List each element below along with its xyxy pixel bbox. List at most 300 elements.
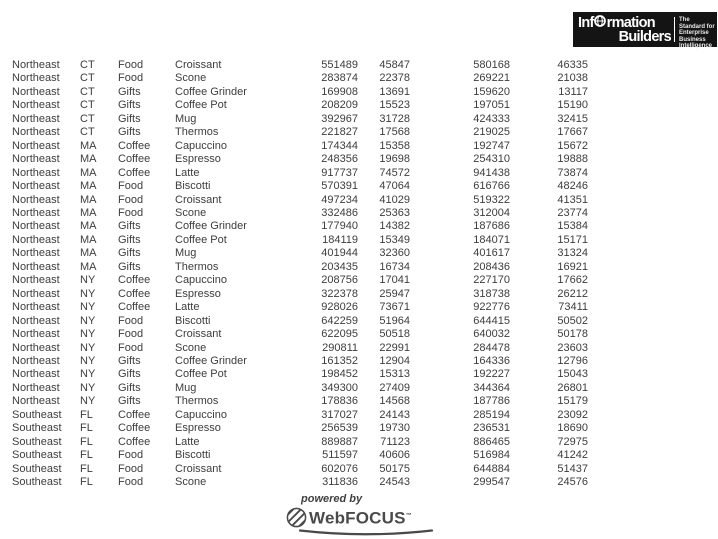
table-cell: MA xyxy=(80,166,97,179)
report-table xyxy=(12,59,588,490)
table-cell: 169908 xyxy=(321,85,358,98)
table-cell: Northeast xyxy=(12,274,60,287)
table-row xyxy=(12,207,588,220)
table-cell: Gifts xyxy=(118,126,141,139)
tagline-line-1: The Standard for xyxy=(679,17,715,30)
table-cell: 203435 xyxy=(321,260,358,273)
table-row xyxy=(12,261,588,274)
table-cell: 208436 xyxy=(473,260,510,273)
table-row xyxy=(12,436,588,449)
webfocus-swirl-icon xyxy=(286,507,307,528)
table-cell: Northeast xyxy=(12,59,60,71)
table-cell: Northeast xyxy=(12,301,60,314)
table-cell: 12796 xyxy=(557,354,588,367)
table-cell: 644884 xyxy=(473,462,510,475)
table-cell: 23603 xyxy=(557,341,588,354)
table-cell: Latte xyxy=(175,166,200,179)
globe-icon xyxy=(594,15,606,30)
table-cell: 219025 xyxy=(473,126,510,139)
table-cell: 16734 xyxy=(379,260,410,273)
table-cell: MA xyxy=(80,220,97,233)
table-cell: Biscotti xyxy=(175,449,211,462)
table-cell: NY xyxy=(80,354,96,367)
table-cell: Food xyxy=(118,341,144,354)
table-cell: 15384 xyxy=(557,220,588,233)
table-cell: 928026 xyxy=(321,301,358,314)
table-cell: 269221 xyxy=(473,72,510,85)
table-cell: 192747 xyxy=(473,139,510,152)
table-cell: 50178 xyxy=(557,328,588,341)
table-cell: 602076 xyxy=(321,462,358,475)
table-cell: Coffee Grinder xyxy=(175,85,247,98)
table-row xyxy=(12,409,588,422)
table-cell: Gifts xyxy=(118,247,141,260)
webfocus-product-name: WebFOCUS xyxy=(309,508,406,528)
table-cell: 24143 xyxy=(379,408,410,421)
table-cell: CT xyxy=(80,112,95,125)
table-cell: 46335 xyxy=(557,59,588,71)
table-cell: 19730 xyxy=(379,422,410,435)
table-cell: Southeast xyxy=(12,476,62,489)
table-cell: 283874 xyxy=(321,72,358,85)
table-cell: Croissant xyxy=(175,193,222,206)
table-cell: 15349 xyxy=(379,233,410,246)
table-cell: 73874 xyxy=(557,166,588,179)
table-cell: MA xyxy=(80,247,97,260)
table-cell: Northeast xyxy=(12,341,60,354)
table-cell: 13117 xyxy=(558,85,588,98)
table-cell: 256539 xyxy=(321,422,358,435)
table-cell: 41351 xyxy=(557,193,588,206)
brand-name-block xyxy=(573,12,674,47)
table-cell: 14568 xyxy=(379,395,410,408)
table-cell: 299547 xyxy=(473,476,510,489)
table-cell: 159620 xyxy=(473,85,510,98)
table-cell: 17041 xyxy=(379,274,410,287)
table-cell: 51964 xyxy=(379,314,410,327)
table-cell: 922776 xyxy=(473,301,510,314)
table-cell: 71123 xyxy=(380,435,410,448)
table-cell: 886465 xyxy=(473,435,510,448)
table-cell: Northeast xyxy=(12,368,60,381)
table-cell: 184071 xyxy=(473,233,510,246)
table-cell: 174344 xyxy=(321,139,358,152)
table-cell: CT xyxy=(80,99,95,112)
table-cell: MA xyxy=(80,139,97,152)
table-cell: Thermos xyxy=(175,395,219,408)
table-cell: Coffee xyxy=(118,153,151,166)
table-cell: FL xyxy=(80,422,93,435)
table-cell: Southeast xyxy=(12,462,62,475)
table-cell: 45847 xyxy=(379,59,410,71)
table-cell: 161352 xyxy=(321,354,358,367)
table-cell: 227170 xyxy=(473,274,510,287)
table-cell: FL xyxy=(80,435,93,448)
table-cell: 317027 xyxy=(321,408,358,421)
table-cell: 15523 xyxy=(379,99,410,112)
table-cell: 392967 xyxy=(321,112,358,125)
table-row xyxy=(12,368,588,381)
table-cell: MA xyxy=(80,233,97,246)
table-cell: Gifts xyxy=(118,260,141,273)
table-cell: 22378 xyxy=(379,72,410,85)
table-cell: Northeast xyxy=(12,314,60,327)
table-cell: Southeast xyxy=(12,435,62,448)
table-cell: 21038 xyxy=(557,72,588,85)
table-cell: Gifts xyxy=(118,112,141,125)
table-cell: 51437 xyxy=(557,462,588,475)
table-cell: Northeast xyxy=(12,260,60,273)
table-cell: 14382 xyxy=(379,220,410,233)
table-cell: 178836 xyxy=(321,395,358,408)
webfocus-underline-arc xyxy=(298,529,434,537)
table-cell: Coffee xyxy=(118,287,151,300)
table-cell: Northeast xyxy=(12,206,60,219)
table-row xyxy=(12,449,588,462)
table-cell: Gifts xyxy=(118,99,141,112)
table-cell: NY xyxy=(80,314,96,327)
table-cell: Mug xyxy=(175,247,197,260)
table-cell: 511597 xyxy=(322,449,358,462)
table-cell: 74572 xyxy=(379,166,410,179)
table-cell: Coffee Grinder xyxy=(175,354,247,367)
table-cell: NY xyxy=(80,287,96,300)
table-cell: Northeast xyxy=(12,72,60,85)
table-cell: NY xyxy=(80,381,96,394)
table-cell: 19888 xyxy=(557,153,588,166)
table-cell: FL xyxy=(80,408,93,421)
table-cell: Scone xyxy=(175,476,207,489)
table-cell: 32360 xyxy=(379,247,410,260)
table-cell: Food xyxy=(118,59,144,71)
table-cell: Scone xyxy=(175,72,207,85)
table-cell: 332486 xyxy=(321,206,358,219)
table-cell: Gifts xyxy=(118,233,141,246)
table-cell: 164336 xyxy=(473,354,510,367)
table-cell: MA xyxy=(80,153,97,166)
table-row xyxy=(12,72,588,85)
table-cell: 197051 xyxy=(473,99,510,112)
table-cell: NY xyxy=(80,328,96,341)
table-cell: Mug xyxy=(175,112,197,125)
table-cell: 15672 xyxy=(557,139,588,152)
table-cell: Northeast xyxy=(12,180,60,193)
table-cell: 616766 xyxy=(473,180,510,193)
brand-name-line2: Builders xyxy=(618,29,671,45)
table-cell: Food xyxy=(118,462,144,475)
table-row xyxy=(12,274,588,287)
powered-by-label: powered by xyxy=(301,493,363,505)
table-cell: 198452 xyxy=(321,368,358,381)
table-cell: Coffee xyxy=(118,301,151,314)
table-cell: MA xyxy=(80,260,97,273)
tagline-line-4: Intelligence xyxy=(679,43,713,50)
table-cell: 24576 xyxy=(557,476,588,489)
table-cell: Capuccino xyxy=(175,139,227,152)
table-cell: Latte xyxy=(175,435,200,448)
table-cell: Southeast xyxy=(12,422,62,435)
table-cell: Coffee xyxy=(118,274,151,287)
table-cell: 17568 xyxy=(379,126,410,139)
table-cell: 640032 xyxy=(473,328,510,341)
table-cell: Northeast xyxy=(12,153,60,166)
table-cell: 16921 xyxy=(557,260,588,273)
table-cell: Coffee xyxy=(118,166,151,179)
table-cell: 27409 xyxy=(379,381,410,394)
table-cell: 424333 xyxy=(473,112,510,125)
table-row xyxy=(12,99,588,112)
table-cell: Coffee xyxy=(118,408,151,421)
table-cell: Northeast xyxy=(12,354,60,367)
table-cell: 73411 xyxy=(558,301,588,314)
table-cell: Scone xyxy=(175,206,207,219)
information-builders-logo xyxy=(573,12,717,50)
table-cell: 15190 xyxy=(557,99,588,112)
table-cell: Northeast xyxy=(12,112,60,125)
table-cell: MA xyxy=(80,193,97,206)
table-cell: Food xyxy=(118,206,144,219)
table-row xyxy=(12,167,588,180)
table-row xyxy=(12,301,588,314)
table-row xyxy=(12,288,588,301)
table-cell: Northeast xyxy=(12,328,60,341)
table-cell: 644415 xyxy=(473,314,510,327)
table-cell: 26801 xyxy=(557,381,588,394)
table-cell: Food xyxy=(118,476,144,489)
report-table-body xyxy=(12,59,588,490)
table-cell: Northeast xyxy=(12,139,60,152)
table-cell: Croissant xyxy=(175,328,222,341)
table-cell: Scone xyxy=(175,341,207,354)
table-row xyxy=(12,194,588,207)
table-cell: CT xyxy=(80,72,95,85)
table-cell: 50175 xyxy=(379,462,410,475)
table-row xyxy=(12,422,588,435)
table-cell: 50518 xyxy=(379,328,410,341)
table-cell: 40606 xyxy=(379,449,410,462)
table-cell: Coffee xyxy=(118,139,151,152)
table-cell: Croissant xyxy=(175,462,222,475)
table-cell: 221827 xyxy=(321,126,358,139)
brand-tagline xyxy=(675,12,717,50)
table-cell: NY xyxy=(80,368,96,381)
table-row xyxy=(12,113,588,126)
table-cell: 889887 xyxy=(321,435,358,448)
table-cell: 23774 xyxy=(557,206,588,219)
table-cell: Mug xyxy=(175,381,197,394)
table-cell: 184119 xyxy=(322,233,358,246)
tagline-line-3: Business xyxy=(679,36,706,43)
table-cell: 570391 xyxy=(321,180,358,193)
table-cell: 41242 xyxy=(557,449,588,462)
table-cell: 917737 xyxy=(321,166,358,179)
table-cell: Biscotti xyxy=(175,314,211,327)
table-cell: 15313 xyxy=(379,368,410,381)
table-cell: Northeast xyxy=(12,193,60,206)
table-row xyxy=(12,86,588,99)
table-cell: Coffee Grinder xyxy=(175,220,247,233)
table-cell: 48246 xyxy=(557,180,588,193)
table-cell: CT xyxy=(80,59,95,71)
table-cell: 13691 xyxy=(379,85,410,98)
table-cell: Espresso xyxy=(175,287,221,300)
table-cell: 19698 xyxy=(379,153,410,166)
table-cell: Northeast xyxy=(12,287,60,300)
table-cell: 516984 xyxy=(473,449,510,462)
table-cell: Gifts xyxy=(118,368,141,381)
table-cell: Food xyxy=(118,328,144,341)
table-cell: Coffee Pot xyxy=(175,368,227,381)
table-cell: Food xyxy=(118,180,144,193)
table-cell: Food xyxy=(118,314,144,327)
table-cell: CT xyxy=(80,85,95,98)
table-cell: 50502 xyxy=(557,314,588,327)
table-cell: Capuccino xyxy=(175,274,227,287)
table-cell: Southeast xyxy=(12,408,62,421)
table-cell: 580168 xyxy=(473,59,510,71)
table-cell: 497234 xyxy=(321,193,358,206)
table-cell: 941438 xyxy=(473,166,510,179)
table-cell: Gifts xyxy=(118,220,141,233)
table-cell: 322378 xyxy=(321,287,358,300)
table-cell: Gifts xyxy=(118,354,141,367)
table-cell: 17667 xyxy=(557,126,588,139)
table-cell: 642259 xyxy=(321,314,358,327)
table-cell: 208756 xyxy=(321,274,358,287)
webfocus-footer xyxy=(286,493,446,537)
table-cell: 73671 xyxy=(379,301,410,314)
tagline-line-2: Enterprise xyxy=(679,30,709,37)
table-cell: 15358 xyxy=(379,139,410,152)
table-cell: Gifts xyxy=(118,85,141,98)
table-cell: 32415 xyxy=(557,112,588,125)
table-cell: FL xyxy=(80,462,93,475)
table-cell: 401944 xyxy=(321,247,358,260)
table-cell: 12904 xyxy=(379,354,410,367)
table-cell: 41029 xyxy=(379,193,410,206)
table-row xyxy=(12,382,588,395)
table-row xyxy=(12,220,588,233)
table-cell: 26212 xyxy=(557,287,588,300)
table-cell: 401617 xyxy=(473,247,510,260)
table-row xyxy=(12,153,588,166)
table-cell: 519322 xyxy=(473,193,510,206)
table-cell: 31324 xyxy=(557,247,588,260)
table-cell: 15179 xyxy=(557,395,588,408)
table-cell: 17662 xyxy=(557,274,588,287)
webfocus-logo-row xyxy=(286,506,446,529)
table-row xyxy=(12,59,588,72)
table-cell: 248356 xyxy=(321,153,358,166)
table-cell: NY xyxy=(80,274,96,287)
table-cell: Espresso xyxy=(175,153,221,166)
table-cell: Northeast xyxy=(12,233,60,246)
table-cell: Northeast xyxy=(12,85,60,98)
table-cell: Coffee Pot xyxy=(175,233,227,246)
table-cell: Coffee Pot xyxy=(175,99,227,112)
table-cell: 284478 xyxy=(473,341,510,354)
table-cell: 18690 xyxy=(557,422,588,435)
table-cell: Thermos xyxy=(175,126,219,139)
table-cell: 24543 xyxy=(379,476,410,489)
table-cell: 318738 xyxy=(473,287,510,300)
table-row xyxy=(12,463,588,476)
trademark-symbol: ™ xyxy=(405,513,412,519)
table-row xyxy=(12,234,588,247)
table-cell: 192227 xyxy=(473,368,510,381)
table-cell: 254310 xyxy=(473,153,510,166)
table-row xyxy=(12,315,588,328)
table-row xyxy=(12,180,588,193)
table-cell: Coffee xyxy=(118,435,151,448)
table-row xyxy=(12,140,588,153)
webfocus-logo-text xyxy=(309,506,412,529)
table-cell: 312004 xyxy=(473,206,510,219)
table-cell: Northeast xyxy=(12,395,60,408)
table-cell: Latte xyxy=(175,301,200,314)
table-cell: NY xyxy=(80,301,96,314)
table-cell: FL xyxy=(80,476,93,489)
table-cell: 187786 xyxy=(473,395,510,408)
table-cell: 349300 xyxy=(321,381,358,394)
table-cell: Espresso xyxy=(175,422,221,435)
table-cell: 344364 xyxy=(473,381,510,394)
table-cell: Biscotti xyxy=(175,180,211,193)
table-cell: 187686 xyxy=(473,220,510,233)
table-cell: Northeast xyxy=(12,166,60,179)
table-cell: 15043 xyxy=(557,368,588,381)
table-cell: 290811 xyxy=(322,341,358,354)
table-cell: Northeast xyxy=(12,126,60,139)
table-cell: Northeast xyxy=(12,99,60,112)
table-cell: Southeast xyxy=(12,449,62,462)
table-cell: Gifts xyxy=(118,381,141,394)
table-cell: CT xyxy=(80,126,95,139)
table-cell: 23092 xyxy=(557,408,588,421)
table-cell: 31728 xyxy=(379,112,410,125)
table-cell: Thermos xyxy=(175,260,219,273)
table-row xyxy=(12,395,588,408)
table-cell: 551489 xyxy=(321,59,358,71)
table-cell: 311836 xyxy=(322,476,358,489)
table-row xyxy=(12,247,588,260)
table-cell: 22991 xyxy=(379,341,410,354)
table-cell: Croissant xyxy=(175,59,222,71)
table-cell: Northeast xyxy=(12,247,60,260)
table-cell: MA xyxy=(80,180,97,193)
table-cell: MA xyxy=(80,206,97,219)
table-cell: Coffee xyxy=(118,422,151,435)
table-cell: NY xyxy=(80,395,96,408)
table-cell: 25363 xyxy=(379,206,410,219)
table-cell: 47064 xyxy=(379,180,410,193)
table-cell: 622095 xyxy=(321,328,358,341)
table-cell: 177940 xyxy=(321,220,358,233)
table-cell: 15171 xyxy=(557,233,588,246)
table-cell: Food xyxy=(118,72,144,85)
table-cell: Capuccino xyxy=(175,408,227,421)
table-row xyxy=(12,342,588,355)
table-row xyxy=(12,355,588,368)
table-cell: Food xyxy=(118,193,144,206)
table-cell: 208209 xyxy=(321,99,358,112)
table-cell: NY xyxy=(80,341,96,354)
table-row xyxy=(12,328,588,341)
table-cell: 285194 xyxy=(473,408,510,421)
table-cell: Food xyxy=(118,449,144,462)
table-row xyxy=(12,476,588,489)
table-cell: Northeast xyxy=(12,220,60,233)
